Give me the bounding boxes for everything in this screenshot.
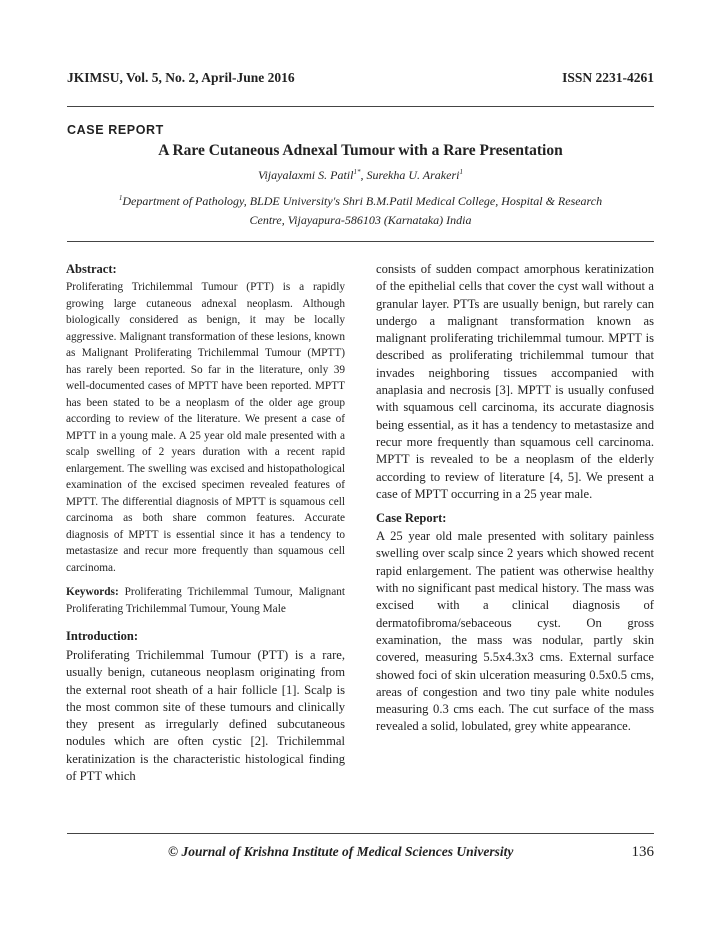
author-separator: , xyxy=(360,168,367,182)
title-block-rule xyxy=(67,241,654,242)
affiliation xyxy=(67,192,654,230)
author-line xyxy=(67,168,654,183)
journal-reference: JKIMSU, Vol. 5, No. 2, April-June 2016 xyxy=(67,70,295,85)
introduction-text: Proliferating Trichilemmal Tumour (PTT) is a rare, usually benign, cutaneous neoplasm originating from the external root sheath of a hair follicle [1]. Scalp is the most common site of these tumours and clinically they present as irregularly defined subcutaneous nodules which are often cystic [2]. Trichilemmal keratinization is the characteristic histological finding of PTT which xyxy=(66,648,345,784)
right-column xyxy=(376,261,654,736)
affiliation-marker: 1 xyxy=(118,194,123,202)
case-report-text: A 25 year old male presented with solitary painless swelling over scalp since 2 years which showed recent rapid enlargement. The patient was otherwise healthy with no significant past medical history. The mass was excised with a clinical diagnosis of dermatofibroma/sebaceous cyst. On gross examination, the mass was nodular, partly skin covered, measuring 5.5x4.3x3 cms. External surface showed foci of skin ulceration measuring 0.5x0.5 cms, areas of congestion and two tiny pale white nodules measuring 0.3 cms each. The cut surface of the mass revealed a solid, lobulated, grey white appearance. xyxy=(376,529,654,734)
abstract-heading: Abstract: xyxy=(66,262,117,276)
abstract-text: Proliferating Trichilemmal Tumour (PTT) is a rapidly growing large cutaneous adnexal neoplasm. Although biologically considered as benign, it may be locally aggressive. Malignant transformation of these lesions, known as Malignant Proliferating Trichilemmal Tumour (MPTT) has rarely been reported. So far in the literature, only 39 well-documented cases of MPTT have been reported. MPTT has been stated to be a neoplasm of the older age group according to review of the literature. We present a case of MPTT in a young male. A 25 year old male presented with a scalp swelling of 2 years duration with a recent rapid enlargement. The swelling was excised and histopathological examination of the excised specimen revealed features of MPTT. The differential diagnosis of MPTT is squamous cell carcinoma as both share common features. Accurate diagnosis of MPTT is essential since it has a tendency to metastasize and recur more frequently than squamous cell carcinoma. xyxy=(66,281,345,574)
keywords xyxy=(66,584,345,617)
header-rule xyxy=(67,106,654,107)
affiliation-line-2: Centre, Vijayapura-586103 (Karnataka) India xyxy=(249,213,472,227)
article-title: A Rare Cutaneous Adnexal Tumour with a Rare Presentation xyxy=(158,142,563,159)
footer-journal-name: Journal of Krishna Institute of Medical Sciences University xyxy=(181,844,514,859)
author-name: Surekha U. Arakeri xyxy=(366,168,460,182)
footer xyxy=(67,844,654,864)
introduction-heading: Introduction: xyxy=(66,629,139,643)
article-type: CASE REPORT xyxy=(67,123,164,137)
issn: ISSN 2231-4261 xyxy=(562,70,654,85)
keywords-text: Proliferating Trichilemmal Tumour, Malignant Proliferating Trichilemmal Tumour, Young Male xyxy=(66,586,345,615)
footer-journal xyxy=(168,844,513,860)
keywords-label: Keywords: xyxy=(66,586,119,598)
left-column xyxy=(66,262,345,785)
case-report-heading: Case Report: xyxy=(376,511,447,526)
copyright-symbol: © xyxy=(168,844,179,859)
author-name: Vijayalaxmi S. Patil xyxy=(258,168,354,182)
author-affil-marker: 1* xyxy=(353,168,361,176)
affiliation-line-1: Department of Pathology, BLDE University's Shri B.M.Patil Medical College, Hospital & Research xyxy=(122,194,603,208)
footer-rule xyxy=(67,833,654,834)
author-affil-marker: 1 xyxy=(459,168,463,176)
introduction-continued-text: consists of sudden compact amorphous keratinization of the epithelial cells that cover the cyst wall without a granular layer. PTTs are usually benign, but rarely can undergo a malignant transformation known as malignant proliferating trichilemmal tumour. MPTT is described as proliferating trichilemmal tumour that invades neighboring tissues accompanied with anaplasia and necrosis [3]. MPTT is usually confused with squamous cell carcinoma, its accurate diagnosis being essential, as it has a tendency to metastasize and recur more frequently than squamous cell carcinoma. MPTT is revealed to be a neoplasm of the elderly according to review of literature [4, 5]. We present a case of MPTT occurring in a 25 year male. xyxy=(376,262,654,501)
page-number: 136 xyxy=(631,844,654,860)
